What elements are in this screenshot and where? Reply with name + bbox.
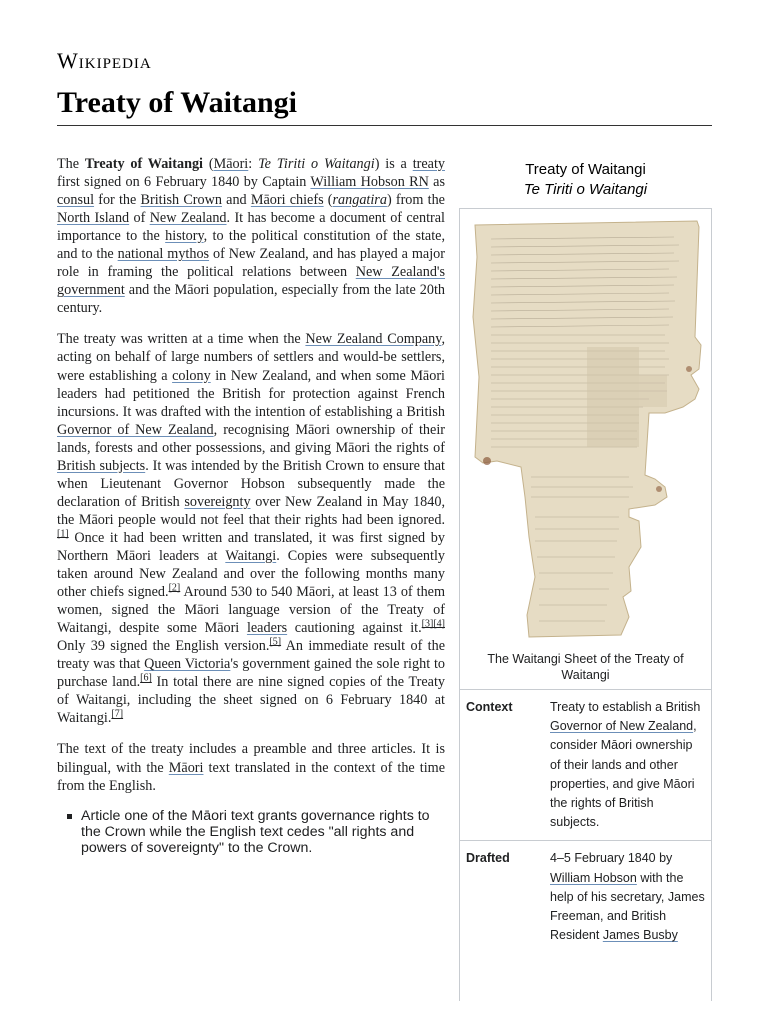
- link-maori-chiefs[interactable]: Māori chiefs: [250, 192, 324, 209]
- infobox-title: [459, 160, 712, 200]
- citation-2[interactable]: [2]: [168, 582, 181, 594]
- text: of: [129, 210, 150, 227]
- infobox-title-text: Treaty of Waitangi: [525, 161, 646, 178]
- link-maori-language[interactable]: Māori: [168, 759, 204, 776]
- wikipedia-wordmark[interactable]: Wikipedia: [57, 48, 152, 73]
- infobox-row-drafted: [460, 841, 711, 953]
- link-history[interactable]: history: [165, 228, 204, 245]
- text: (: [323, 192, 333, 209]
- link-sovereignty[interactable]: sovereignty: [184, 493, 251, 510]
- text: An immediate result of the treaty was that: [57, 638, 445, 673]
- link-governor-of-new-zealand[interactable]: Governor of New Zealand: [57, 421, 214, 438]
- infobox-subtitle: Te Tiriti o Waitangi: [523, 181, 648, 198]
- infobox-label: Drafted: [466, 851, 510, 866]
- text: cautioning against it.: [287, 620, 422, 637]
- link-colony[interactable]: colony: [172, 367, 211, 384]
- infobox: [459, 160, 712, 1001]
- lead-paragraph-2: [57, 330, 445, 727]
- infobox-value: [550, 698, 711, 832]
- text: The text of the treaty includes a preamble and three articles. It is bilingual, with the: [57, 741, 445, 776]
- text: of New Zealand, and has played a major role in framing the political relations between: [57, 246, 445, 281]
- infobox-value: [550, 849, 711, 945]
- link-new-zealand-company[interactable]: New Zealand Company: [305, 331, 442, 348]
- text: in New Zealand, and when some Māori leaders had petitioned the British for protection against French incursions. It was drafted with the intention of establishing a British: [57, 367, 445, 420]
- lead-paragraph-3: [57, 740, 445, 794]
- text: . It was intended by the British Crown to ensure that when Lieutenant Governor Hobson subsequently made the declaration of British: [57, 457, 445, 510]
- text: ) is a: [374, 156, 413, 172]
- text: Once it had been written and translated, it was first signed by Northern Māori leaders at: [57, 529, 445, 564]
- text: :: [248, 156, 259, 172]
- text: . Copies were subsequently taken around New Zealand and over the following months many other chiefs signed.: [57, 547, 445, 601]
- link-governor-of-new-zealand[interactable]: Governor of New Zealand: [550, 719, 694, 734]
- lead-paragraph-1: [57, 155, 445, 317]
- native-name: Te Tiriti o Waitangi: [258, 156, 375, 172]
- article-body: [57, 155, 445, 856]
- link-queen-victoria[interactable]: Queen Victoria: [144, 656, 231, 673]
- text: and the Māori population, especially from the late 20th century.: [57, 282, 445, 317]
- link-nz-government[interactable]: New Zealand's government: [57, 264, 445, 299]
- link-leaders[interactable]: leaders: [246, 620, 288, 637]
- title-divider: [57, 125, 712, 126]
- infobox-frame: [459, 208, 712, 1001]
- text: over New Zealand in May 1840, the Māori people would not feel that their rights had been ignored.: [57, 493, 445, 528]
- citation-1[interactable]: [1]: [57, 528, 69, 540]
- text: 's government gained the sole right to purchase land.: [57, 656, 445, 691]
- text: as: [428, 174, 445, 191]
- link-rangatira[interactable]: rangatira: [332, 192, 387, 209]
- infobox-label: Context: [466, 700, 513, 714]
- link-maori[interactable]: Māori: [213, 156, 249, 172]
- text: Only 39 signed the English version.: [57, 638, 270, 655]
- text: , consider Māori ownership of their lands and other properties, and give Māori the rights of British subjects.: [550, 719, 697, 830]
- text: , acting on behalf of large numbers of settlers and would-be settlers, were establishing a: [57, 331, 445, 384]
- citation-3-4[interactable]: [3][4]: [421, 618, 445, 630]
- link-north-island[interactable]: North Island: [57, 210, 130, 227]
- link-national-mythos[interactable]: national mythos: [117, 246, 210, 263]
- text: , to the political constitution of the state, and to the: [57, 228, 445, 263]
- text: , recognising Māori ownership of their lands, forests and other possessions, and giving Māori the rights of: [57, 421, 445, 456]
- text: . It has become a document of central importance to the: [57, 210, 445, 245]
- text: The treaty was written at a time when the: [57, 331, 306, 348]
- citation-5[interactable]: [5]: [269, 636, 282, 648]
- infobox-row-context: [460, 690, 711, 841]
- articles-list: [57, 808, 445, 856]
- text: 4–5 February 1840 by: [550, 851, 673, 866]
- link-waitangi[interactable]: Waitangi: [225, 547, 277, 564]
- citation-7[interactable]: [7]: [111, 708, 124, 720]
- citation-6[interactable]: [6]: [140, 672, 152, 684]
- link-consul[interactable]: consul: [57, 192, 95, 209]
- text: text translated in the context of the time from the English.: [57, 759, 446, 794]
- text: The: [57, 156, 85, 172]
- link-william-hobson[interactable]: William Hobson: [550, 870, 637, 885]
- link-william-hobson[interactable]: William Hobson RN: [310, 174, 429, 191]
- page-title: Treaty of Waitangi: [57, 86, 297, 119]
- image-caption: The Waitangi Sheet of the Treaty of Waitangi: [460, 645, 711, 690]
- list-item: Article one of the Māori text grants governance rights to the Crown while the English text cedes "all rights and powers of sovereignty" to the Crown.: [81, 808, 445, 856]
- text: (: [203, 156, 214, 172]
- text: and: [221, 192, 251, 209]
- text: In total there are nine signed copies of the Treaty of Waitangi, including the sheet signed on 6 February 1840 at Waitangi.: [57, 674, 445, 727]
- text: ) from the: [386, 192, 445, 209]
- link-new-zealand[interactable]: New Zealand: [149, 210, 227, 227]
- text: first signed on 6 February 1840 by Captain: [57, 174, 311, 191]
- link-treaty[interactable]: treaty: [412, 156, 445, 172]
- text: Treaty to establish a British: [550, 700, 701, 714]
- bold-term: Treaty of Waitangi: [84, 156, 203, 172]
- text: for the: [94, 192, 141, 209]
- link-british-subjects[interactable]: British subjects: [57, 457, 146, 474]
- link-british-crown[interactable]: British Crown: [140, 192, 222, 209]
- text: with the help of his secretary, James Freeman, and British Resident: [550, 870, 705, 943]
- text: Around 530 to 540 Māori, at least 13 of them women, signed the Māori language version of the Treaty of Waitangi, despite some Māori: [57, 584, 445, 637]
- treaty-sheet-image[interactable]: [469, 217, 703, 645]
- link-james-busby[interactable]: James Busby: [602, 928, 678, 943]
